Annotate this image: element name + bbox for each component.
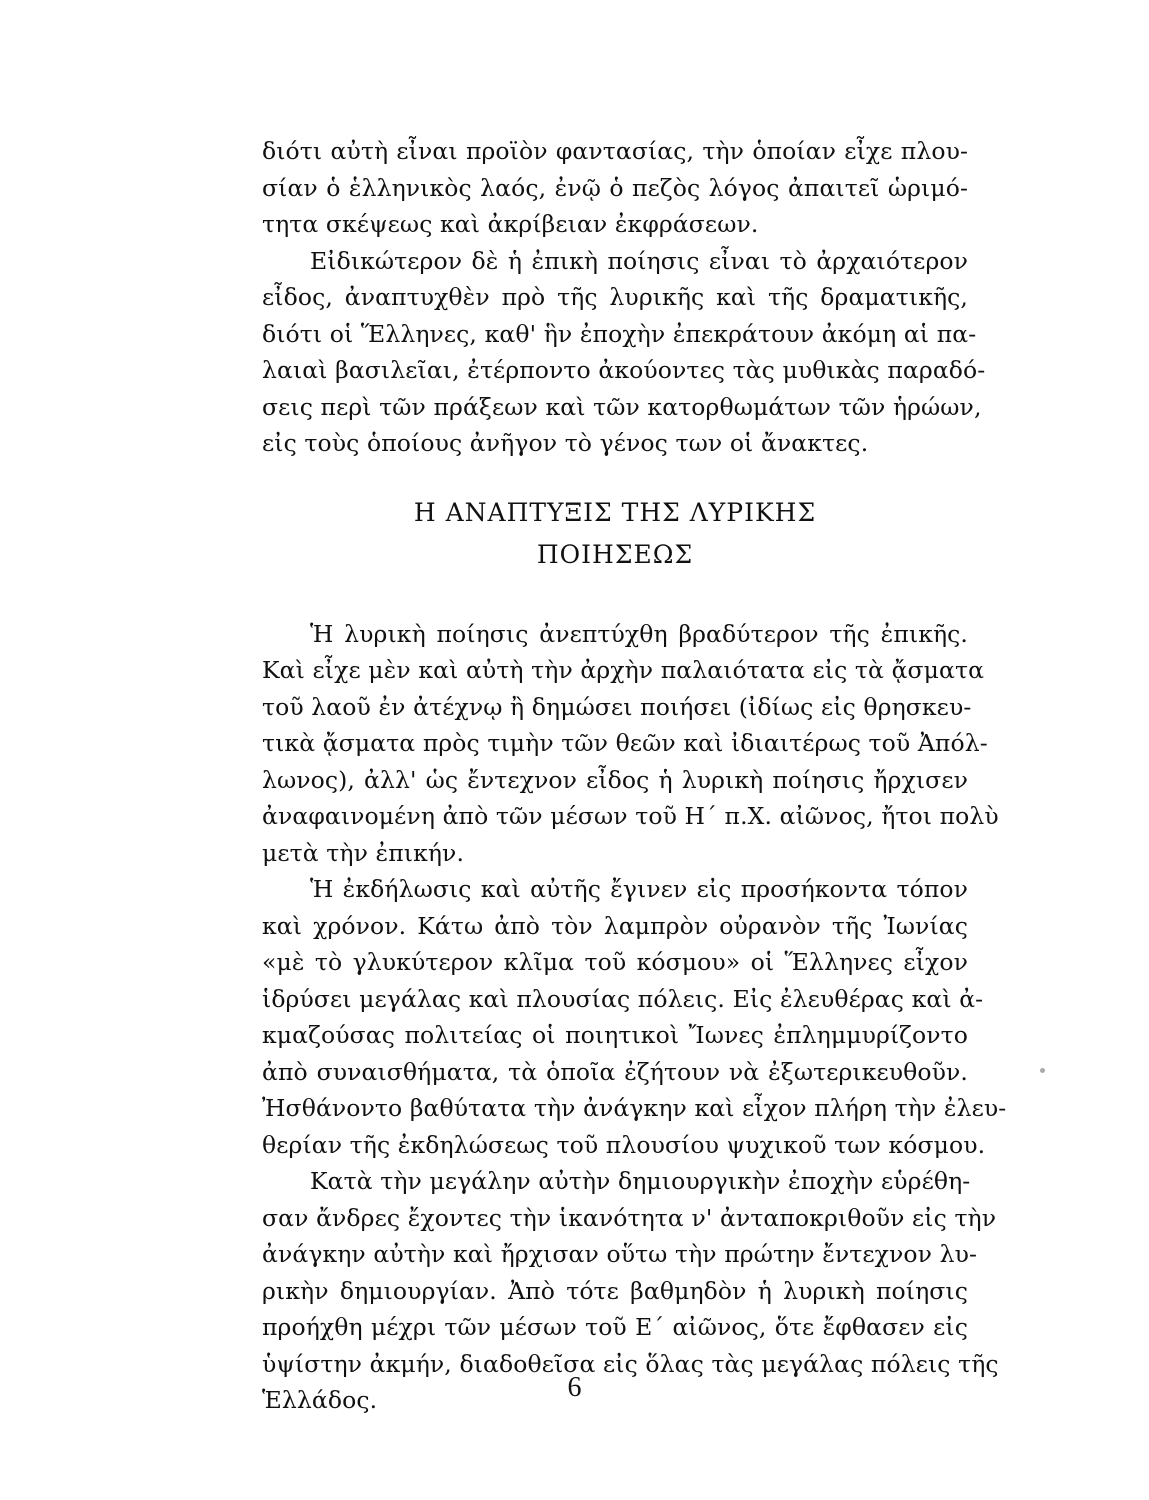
- text-line: σεις περὶ τῶν πράξεων καὶ τῶν κατορθωμάτων τῶν ἡρώων,: [262, 392, 982, 421]
- text-line: διότι οἱ Ἕλληνες, καθ' ἣν ἐποχὴν ἐπεκράτουν ἀκόμη αἱ πα-: [262, 319, 977, 348]
- text-line: θερίαν τῆς ἐκδηλώσεως τοῦ πλουσίου ψυχικοῦ των κόσμου.: [262, 1130, 986, 1159]
- text-line: τοῦ λαοῦ ἐν ἀτέχνῳ ἢ δημώσει ποιήσει (ἰδίως εἰς θρησκευ-: [262, 692, 972, 721]
- section-heading: [262, 492, 968, 576]
- text-line: καὶ χρόνον. Κάτω ἀπὸ τὸν λαμπρὸν οὐρανὸν τῆς Ἰωνίας: [262, 911, 968, 940]
- text-line: ἀπὸ συναισθήματα, τὰ ὁποῖα ἐζήτουν νὰ ἐξωτερικευθοῦν.: [262, 1057, 968, 1086]
- text-line: μετὰ τὴν ἐπικήν.: [262, 838, 465, 867]
- text-line: ρικὴν δημιουργίαν. Ἀπὸ τότε βαθμηδὸν ἡ λυρικὴ ποίησις: [262, 1276, 968, 1305]
- text-line: Ἡ ἐκδήλωσις καὶ αὐτῆς ἔγινεν εἰς προσήκοντα τόπον: [310, 875, 968, 903]
- text-line: κμαζούσας πολιτείας οἱ ποιητικοὶ Ἴωνες ἐπλημμυρίζοντο: [262, 1021, 968, 1049]
- text-line: λαιαὶ βασιλεῖαι, ἐτέρποντο ἀκούοντες τὰς μυθικὰς παραδό-: [262, 356, 986, 384]
- text-line: προήχθη μέχρι τῶν μέσων τοῦ Ε΄ αἰῶνος, ὅτε ἔφθασεν εἰς: [262, 1313, 968, 1341]
- paragraph-2: [262, 243, 986, 462]
- heading-line-2: ΠΟΙΗΣΕΩΣ: [536, 539, 694, 569]
- text-line: «μὲ τὸ γλυκύτερον κλῖμα τοῦ κόσμου» οἱ Ἕλληνες εἶχον: [262, 948, 968, 976]
- text-line: τικὰ ᾄσματα πρὸς τιμὴν τῶν θεῶν καὶ ἰδιαιτέρως τοῦ Ἀπόλ-: [262, 729, 988, 757]
- text-line: Καὶ εἶχε μὲν καὶ αὐτὴ τὴν ἀρχὴν παλαιότατα εἰς τὰ ᾄσματα: [262, 656, 985, 684]
- text-line: Ἠσθάνοντο βαθύτατα τὴν ἀνάγκην καὶ εἶχον πλήρη τὴν ἐλευ-: [262, 1094, 1007, 1122]
- text-column: [262, 133, 1007, 1419]
- text-line: ἀναφαινομένη ἀπὸ τῶν μέσων τοῦ Η΄ π.Χ. αἰῶνος, ἤτοι πολὺ: [262, 802, 999, 830]
- text-line: εἰς τοὺς ὁποίους ἀνῆγον τὸ γένος των οἱ ἄνακτες.: [262, 429, 869, 457]
- text-line: ἀνάγκην αὐτὴν καὶ ἤρχισαν οὕτω τὴν πρώτην ἔντεχνον λυ-: [262, 1240, 978, 1268]
- page-number: 6: [567, 1372, 582, 1403]
- text-line: τητα σκέψεως καὶ ἀκρίβειαν ἐκφράσεων.: [262, 210, 759, 238]
- text-line: διότι αὐτὴ εἶναι προϊὸν φαντασίας, τὴν ὁποίαν εἶχε πλου-: [262, 137, 968, 165]
- text-line: λωνος), ἀλλ' ὡς ἔντεχνον εἶδος ἡ λυρικὴ ποίησις ἤρχισεν: [262, 765, 968, 794]
- paper-speck: [1040, 1068, 1045, 1073]
- paragraph-3: [262, 616, 999, 872]
- text-line: σίαν ὁ ἑλληνικὸς λαός, ἐνῷ ὁ πεζὸς λόγος ἀπαιτεῖ ὡριμό-: [262, 173, 968, 202]
- text-line: Ἡ λυρικὴ ποίησις ἀνεπτύχθη βραδύτερον τῆς ἐπικῆς.: [310, 619, 968, 648]
- paragraph-4: [262, 871, 1007, 1163]
- text-line: Κατὰ τὴν μεγάλην αὐτὴν δημιουργικὴν ἐποχὴν εὑρέθη-: [310, 1167, 971, 1195]
- text-line: σαν ἄνδρες ἔχοντες τὴν ἱκανότητα ν' ἀνταποκριθοῦν εἰς τὴν: [262, 1203, 997, 1232]
- paragraph-1: [262, 133, 968, 243]
- text-line: ἱδρύσει μεγάλας καὶ πλουσίας πόλεις. Εἰς ἐλευθέρας καὶ ἀ-: [262, 984, 984, 1013]
- text-line: Ἑλλάδος.: [262, 1386, 378, 1414]
- heading-line-1: Η ΑΝΑΠΤΥΞΙΣ ΤΗΣ ΛΥΡΙΚΗΣ: [413, 497, 817, 527]
- text-line: Εἰδικώτερον δὲ ἡ ἐπικὴ ποίησις εἶναι τὸ ἀρχαιότερον: [310, 246, 968, 275]
- text-line: εἶδος, ἀναπτυχθὲν πρὸ τῆς λυρικῆς καὶ τῆς δραματικῆς,: [262, 283, 968, 311]
- text-line: ὑψίστην ἀκμήν, διαδοθεῖσα εἰς ὅλας τὰς μεγάλας πόλεις τῆς: [262, 1349, 999, 1378]
